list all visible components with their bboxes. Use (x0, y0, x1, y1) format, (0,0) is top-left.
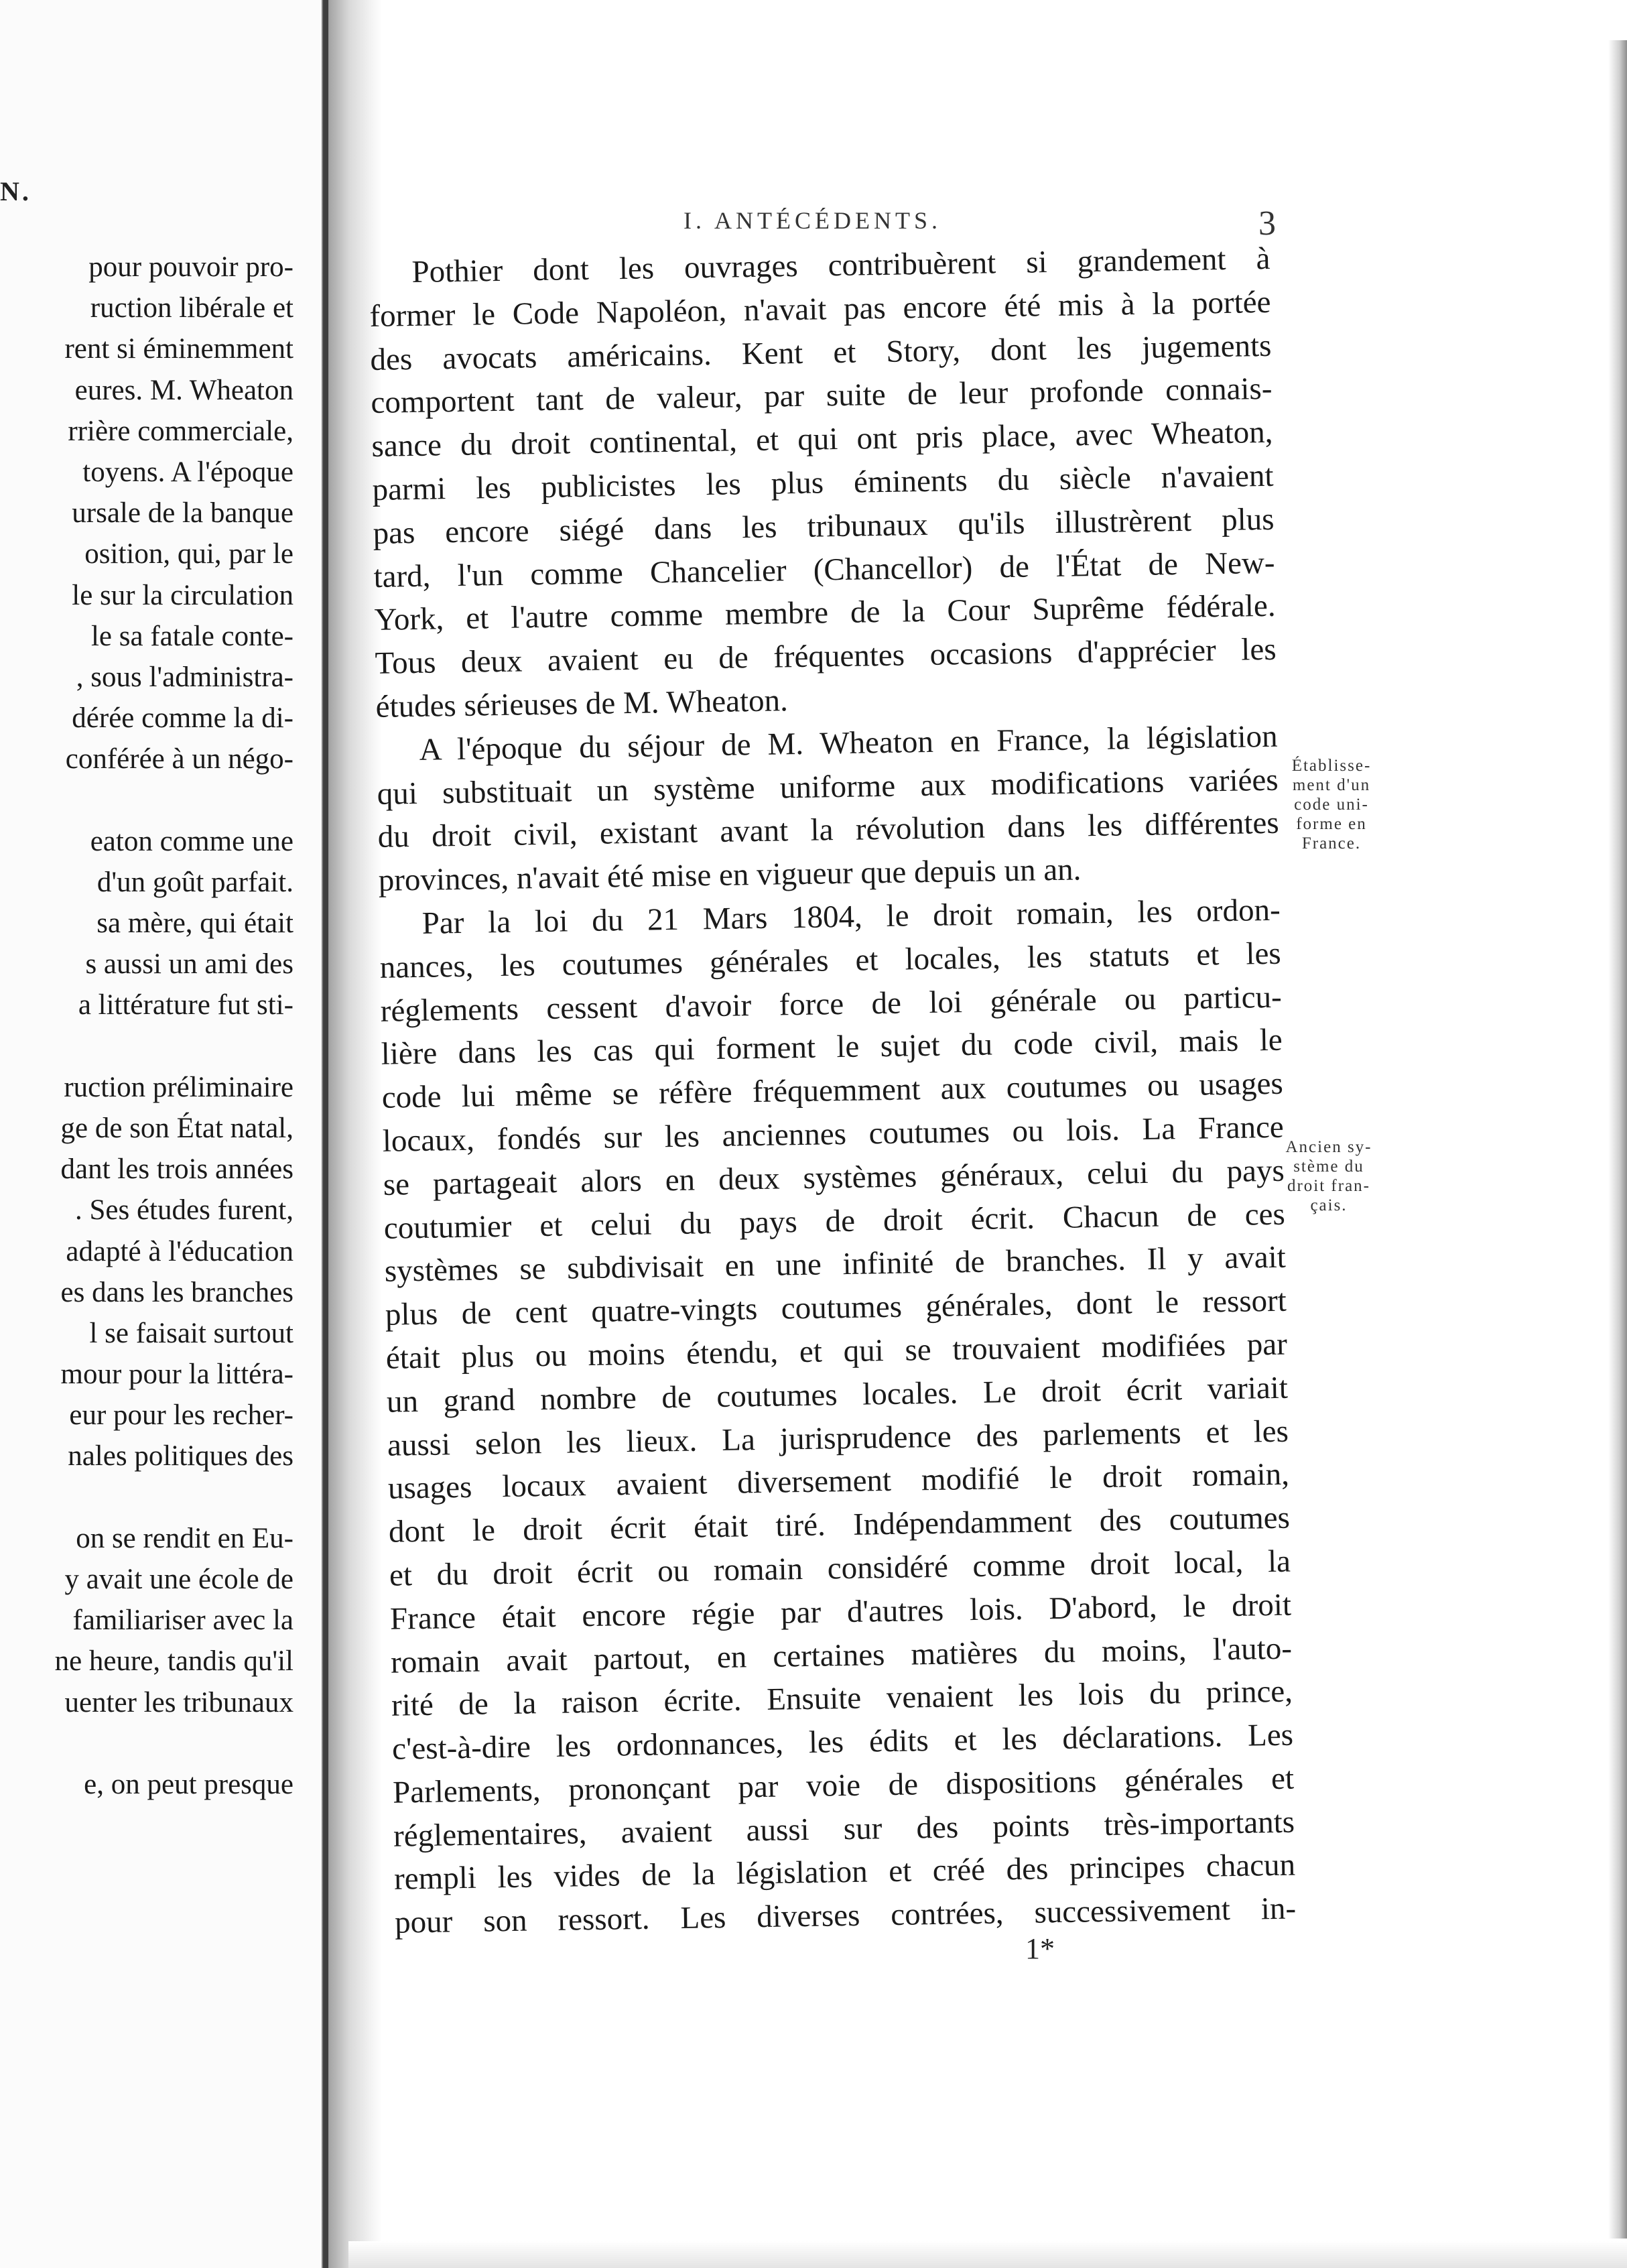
text-line: rempli les vides de la législation et créé des principes chacun (393, 1848, 1296, 1897)
text-line: sance du droit continental, et qui ont pris place, avec Wheaton, (371, 415, 1273, 464)
left-text-line: rent si éminemment (64, 333, 294, 365)
text-line: Parlements, prononçant par voie de dispositions générales et (392, 1761, 1295, 1810)
left-text-line: sa mère, qui était (96, 907, 294, 939)
text-line: nances, les coutumes générales et locales, les statuts et les (379, 936, 1282, 985)
left-text-line: familiariser avec la (72, 1604, 294, 1637)
text-line: plus de cent quatre-vingts coutumes générales, dont le ressort (385, 1283, 1287, 1332)
page-edge-bottom (348, 2241, 1627, 2268)
text-line: du droit civil, existant avant la révolution dans les différentes (377, 806, 1279, 855)
text-line: coutumier et celui du pays de droit écrit. Chacun de ces (383, 1196, 1286, 1246)
left-text-line: ne heure, tandis qu'il (54, 1645, 294, 1678)
left-text-line: adapté à l'éducation (66, 1235, 294, 1267)
left-text-line: y avait une école de (64, 1564, 294, 1595)
text-line: c'est-à-dire les ordonnances, les édits et les déclarations. Les (391, 1717, 1294, 1767)
left-text-line: toyens. A l'époque (82, 456, 294, 488)
left-text-line: le sa fatale conte- (90, 620, 294, 652)
text-line: pas encore siégé dans les tribunaux qu'ils illustrèrent plus (373, 501, 1275, 551)
text-line: tard, l'un comme Chancelier (Chancellor) de l'État de New- (373, 545, 1275, 594)
left-text-line: eures. M. Wheaton (74, 374, 294, 406)
text-line: un grand nombre de coutumes locales. Le droit écrit variait (386, 1370, 1289, 1420)
running-head: I. ANTÉCÉDENTS. (684, 207, 941, 234)
left-page (0, 0, 322, 2268)
left-text-line: pour pouvoir pro- (88, 251, 294, 283)
text-line: France était encore régie par d'autres lois. D'abord, le droit (389, 1587, 1292, 1637)
left-page-text (0, 247, 294, 1805)
text-line: et du droit écrit ou romain considéré comme droit local, la (389, 1544, 1291, 1593)
text-line: parmi les publicistes les plus éminents du siècle n'avaient (372, 458, 1274, 507)
page-edge-right (1608, 40, 1627, 2239)
left-text-line: dérée comme la di- (72, 702, 294, 735)
margin-note-line: France. (1301, 834, 1362, 853)
text-line: aussi selon les lieux. La jurisprudence des parlements et les (387, 1413, 1289, 1463)
signature-mark: 1* (1025, 1932, 1055, 1965)
text-line: usages locaux avaient diversement modifié le droit romain, (387, 1456, 1290, 1507)
text-line: provinces, n'avait été mise en vigueur que depuis un an. (378, 852, 1082, 899)
left-text-line: osition, qui, par le (84, 538, 294, 570)
left-text-line: le sur la circulation (72, 579, 294, 611)
text-line: Par la loi du 21 Mars 1804, le droit romain, les ordon- (421, 892, 1281, 941)
left-text-line: e, on peut presque (84, 1768, 294, 1800)
left-text-line: a littérature fut sti- (78, 989, 294, 1021)
text-line: études sérieuses de M. Wheaton. (375, 683, 789, 724)
left-text-line: d'un goût parfait. (96, 866, 294, 898)
text-line: réglementaires, avaient aussi sur des points très-importants (393, 1804, 1295, 1854)
left-text-line: l se faisait surtout (89, 1317, 294, 1349)
text-line: réglements cessent d'avoir force de loi générale ou particu- (380, 979, 1283, 1029)
left-text-line (0, 779, 294, 820)
text-line: lière dans les cas qui forment le sujet du code civil, mais le (381, 1023, 1283, 1072)
left-text-line: conférée à un négo- (65, 743, 294, 775)
text-line: romain avait partout, en certaines matières du moins, l'auto- (390, 1631, 1293, 1680)
margin-note-ancien-systeme (1265, 1137, 1392, 1215)
left-text-line: eur pour les recher- (69, 1399, 294, 1432)
left-text-line: ursale de la banque (72, 497, 294, 529)
left-text-line: ruction préliminaire (64, 1071, 294, 1103)
margin-note-line: stème du (1293, 1157, 1364, 1176)
text-line: se partageait alors en deux systèmes généraux, celui du pays (383, 1153, 1285, 1202)
text-line: dont le droit écrit était tiré. Indépendamment des coutumes (388, 1500, 1291, 1550)
left-text-line: ge de son État natal, (60, 1112, 294, 1144)
left-text-line: dant les trois années (60, 1153, 294, 1186)
text-line: code lui même se réfère fréquemment aux coutumes ou usages (381, 1066, 1284, 1115)
left-text-line: nales politiques des (68, 1440, 294, 1472)
text-line: systèmes se subdivisait en une infinité de branches. Il y avait (384, 1240, 1287, 1289)
left-text-line: es dans les branches (60, 1276, 294, 1308)
left-text-line: s aussi un ami des (85, 948, 294, 981)
left-text-line: uenter les tribunaux (64, 1686, 294, 1718)
left-text-line: on se rendit en Eu- (76, 1522, 294, 1554)
text-line: des avocats américains. Kent et Story, dont les jugements (370, 328, 1272, 377)
gutter-line (323, 0, 328, 2268)
left-text-line: rrière commerciale, (68, 415, 294, 447)
text-line: comportent tant de valeur, par suite de leur profonde connais- (371, 371, 1273, 421)
page-number: 3 (1258, 204, 1276, 243)
text-line: York, et l'autre comme membre de la Cour Suprême fédérale. (374, 588, 1276, 638)
text-line: Tous deux avaient eu de fréquentes occasions d'apprécier les (375, 631, 1277, 682)
margin-note-line: droit fran- (1287, 1177, 1371, 1195)
margin-note-line: Établisse- (1291, 757, 1372, 775)
text-line: Pothier dont les ouvrages contribuèrent si grandement à (411, 241, 1271, 290)
left-text-line (0, 1723, 294, 1764)
margin-note-line: code uni- (1294, 796, 1369, 814)
margin-note-line: ment d'un (1292, 776, 1371, 794)
left-text-line: eaton comme une (90, 825, 294, 857)
margin-note-line: Ancien sy- (1285, 1138, 1372, 1156)
text-line: former le Code Napoléon, n'avait pas encore été mis à la portée (369, 284, 1271, 334)
left-text-line (0, 1026, 294, 1067)
text-line: A l'époque du séjour de M. Wheaton en France, la législation (419, 718, 1278, 767)
body-text (369, 237, 1297, 1945)
left-text-line: . Ses études furent, (74, 1194, 294, 1226)
left-text-line: ruction libérale et (90, 292, 294, 324)
left-text-line (0, 1477, 294, 1518)
text-line: était plus ou moins étendu, et qui se trouvaient modifiées par (385, 1326, 1288, 1376)
text-line: pour son ressort. Les diverses contrées, successivement in- (394, 1891, 1297, 1940)
margin-note-line: forme en (1296, 815, 1367, 833)
left-text-line: , sous l'administra- (76, 661, 294, 693)
left-text-line: mour pour la littéra- (60, 1359, 294, 1391)
text-line: locaux, fondés sur les anciennes coutumes ou lois. La France (382, 1109, 1285, 1159)
margin-note-line: çais. (1310, 1196, 1348, 1214)
margin-note-code-uniforme (1281, 756, 1382, 853)
text-line: qui substituait un système uniforme aux modifications variées (377, 762, 1279, 812)
text-line: rité de la raison écrite. Ensuite venaient les lois du prince, (391, 1674, 1293, 1724)
left-running-head-fragment: N. (0, 176, 31, 206)
